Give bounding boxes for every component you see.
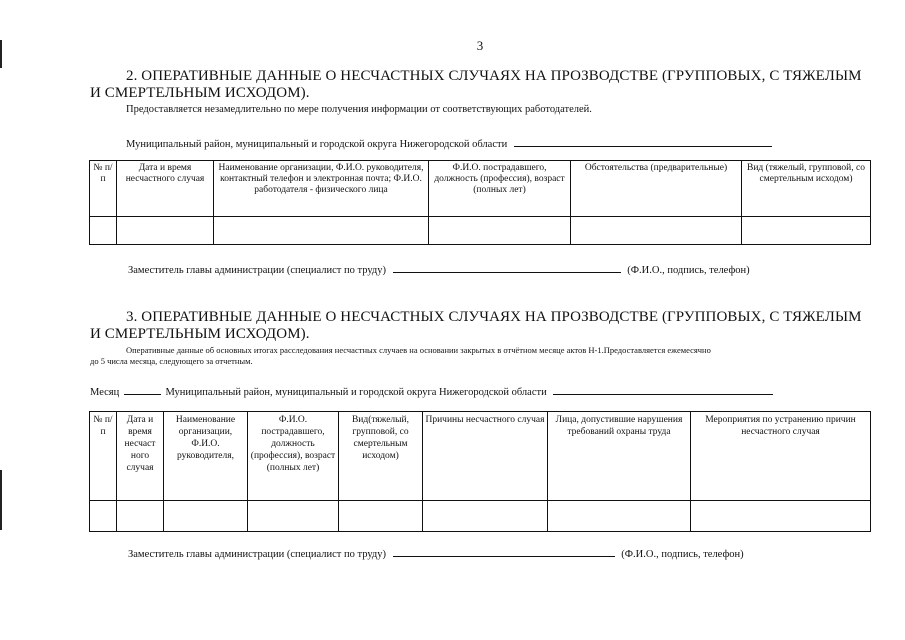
table-cell[interactable]	[117, 501, 164, 532]
section2-region-label: Муниципальный район, муниципальный и городской округа Нижегородской области	[126, 139, 508, 150]
binding-edge-mark	[0, 40, 2, 68]
table-cell[interactable]	[548, 501, 691, 532]
section2-title-line2: И СМЕРТЕЛЬНЫМ ИСХОДОМ).	[90, 85, 310, 101]
section3-title	[90, 309, 890, 343]
section2-signature-field[interactable]	[393, 261, 621, 273]
column-header: Причины несчастного случая	[423, 412, 548, 501]
section3-title-line2: И СМЕРТЕЛЬНЫМ ИСХОДОМ).	[90, 326, 310, 342]
section3-month-label: Месяц	[90, 387, 120, 398]
column-header: Дата и время несчаст ного случая	[117, 412, 164, 501]
section3-region-field[interactable]	[553, 383, 773, 395]
section2-title-line1: 2. ОПЕРАТИВНЫЕ ДАННЫЕ О НЕСЧАСТНЫХ СЛУЧАЯХ НА ПРОЗВОДСТВЕ (ГРУППОВЫХ, С ТЯЖЕЛЫМ	[126, 68, 862, 84]
section3-note	[90, 345, 880, 366]
table-cell[interactable]	[117, 217, 214, 245]
binding-edge-mark	[0, 470, 2, 530]
table-cell[interactable]	[571, 217, 742, 245]
section2-signature-label: Заместитель главы администрации (специалист по труду)	[128, 265, 387, 276]
table-cell[interactable]	[742, 217, 871, 245]
table-cell[interactable]	[691, 501, 871, 532]
table-cell[interactable]	[164, 501, 248, 532]
table-cell[interactable]	[339, 501, 423, 532]
section2-signature-row	[128, 261, 750, 276]
column-header: Ф.И.О. пострадавшего, должность (профессия), возраст (полных лет)	[429, 161, 571, 217]
section2-region-field[interactable]	[514, 135, 772, 147]
section3-note-line2: до 5 числа месяца, следующего за отчетным.	[90, 355, 253, 366]
column-header: Вид (тяжелый, групповой, со смертельным исходом)	[742, 161, 871, 217]
section3-title-line1: 3. ОПЕРАТИВНЫЕ ДАННЫЕ О НЕСЧАСТНЫХ СЛУЧАЯХ НА ПРОЗВОДСТВЕ (ГРУППОВЫХ, С ТЯЖЕЛЫМ	[126, 309, 862, 325]
column-header: № п/п	[90, 161, 117, 217]
section2-region-row	[126, 135, 772, 150]
column-header: Наименование организации, Ф.И.О. руководителя, контактный телефон и электронная почта; Ф.И.О. работодателя - физического лица	[214, 161, 429, 217]
section2-signature-hint: (Ф.И.О., подпись, телефон)	[627, 265, 750, 276]
table-cell[interactable]	[429, 217, 571, 245]
column-header: Ф.И.О. пострадавшего, должность (профессия), возраст (полных лет)	[248, 412, 339, 501]
section2-table	[89, 160, 871, 245]
section3-table	[89, 411, 871, 532]
table-row	[90, 501, 871, 532]
section3-signature-field[interactable]	[393, 545, 615, 557]
section3-signature-hint: (Ф.И.О., подпись, телефон)	[621, 549, 744, 560]
table-cell[interactable]	[248, 501, 339, 532]
month-field[interactable]	[124, 383, 161, 395]
table-header-row	[90, 412, 871, 501]
section2-note: Предоставляется незамедлительно по мере получения информации от соответствующих работодателей.	[126, 104, 592, 115]
column-header: № п/п	[90, 412, 117, 501]
column-header: Наименование организации, Ф.И.О. руководителя,	[164, 412, 248, 501]
page-number: 3	[476, 38, 484, 53]
table-cell[interactable]	[214, 217, 429, 245]
section3-signature-label: Заместитель главы администрации (специалист по труду)	[128, 549, 387, 560]
table-header-row	[90, 161, 871, 217]
table-cell[interactable]	[423, 501, 548, 532]
column-header: Обстоятельства (предварительные)	[571, 161, 742, 217]
table-cell[interactable]	[90, 217, 117, 245]
column-header: Дата и время несчастного случая	[117, 161, 214, 217]
column-header: Мероприятия по устранению причин несчастного случая	[691, 412, 871, 501]
column-header: Лица, допустившие нарушения требований охраны труда	[548, 412, 691, 501]
section3-month-region-row	[90, 383, 773, 398]
section3-note-line1: Оперативные данные об основных итогах расследования несчастных случаев на основании закрытых в отчётном месяце актов Н-1.Предоставляется ежемесячно	[126, 345, 711, 355]
section3-signature-row	[128, 545, 744, 560]
column-header: Вид(тяжелый, групповой, со смертельным исходом)	[339, 412, 423, 501]
table-cell[interactable]	[90, 501, 117, 532]
section2-title	[90, 68, 890, 102]
table-row	[90, 217, 871, 245]
section3-region-label: Муниципальный район, муниципальный и городской округа Нижегородской области	[165, 387, 547, 398]
